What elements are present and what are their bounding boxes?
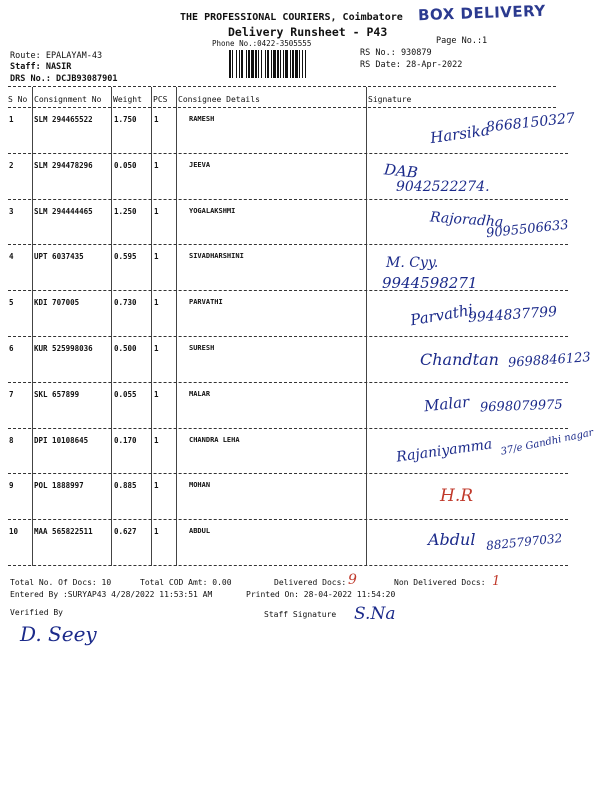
row-pcs: 1 xyxy=(154,389,159,399)
row-pcs: 1 xyxy=(154,298,159,308)
printed-on: Printed On: 28-04-2022 11:54:20 xyxy=(246,590,396,599)
row-consignment-no: KDI 707005 xyxy=(34,298,80,308)
row-signature-phone: 9095506633 xyxy=(485,217,570,241)
row-signature-phone: 9042522274. xyxy=(396,178,490,195)
row-consignee: ABDUL xyxy=(189,527,211,536)
row-consignment-no: SLM 294465522 xyxy=(34,115,93,124)
row-divider xyxy=(8,565,568,566)
row-signature-phone: 9698079975 xyxy=(479,397,563,416)
page-number: Page No.:1 xyxy=(436,36,488,46)
entered-by: Entered By :SURYAP43 4/28/2022 11:53:51 AM xyxy=(10,590,213,599)
row-consignment-no: MAA 565822511 xyxy=(34,527,93,537)
row-pcs: 1 xyxy=(154,481,159,491)
delivered-docs-value: 9 xyxy=(348,572,357,588)
row-consignment-no: UPT 6037435 xyxy=(34,252,84,262)
row-signature: H.R xyxy=(440,486,474,507)
row-consignment-no: DPI 10108645 xyxy=(34,435,89,445)
row-consignee: PARVATHI xyxy=(189,298,223,307)
table-row xyxy=(0,520,600,566)
phone-number: Phone No.:0422-3505555 xyxy=(212,39,312,48)
row-consignee: SIVADHARSHINI xyxy=(189,252,244,261)
row-signature-phone: 8825797032 xyxy=(485,531,563,554)
rs-number: RS No.: 930879 xyxy=(360,48,432,58)
row-pcs: 1 xyxy=(154,252,159,262)
row-consignee: MOHAN xyxy=(189,481,211,490)
row-sno: 1 xyxy=(9,115,14,124)
row-consignee: JEEVA xyxy=(189,160,211,169)
table-row xyxy=(0,291,600,337)
row-sno: 4 xyxy=(9,252,14,262)
table-row xyxy=(0,200,600,246)
row-signature: DAB xyxy=(383,160,419,182)
row-consignment-no: SLM 294478296 xyxy=(34,160,93,170)
col-header-consignment: Consignment No xyxy=(34,95,102,104)
route-label: Route: EPALAYAM-43 xyxy=(10,51,103,61)
row-pcs: 1 xyxy=(154,435,159,445)
rs-date: RS Date: 28-Apr-2022 xyxy=(360,60,463,70)
row-sno: 5 xyxy=(9,298,14,308)
col-header-signature: Signature xyxy=(368,95,412,104)
row-weight: 0.055 xyxy=(114,389,137,399)
total-docs: Total No. Of Docs: 10 xyxy=(10,578,112,587)
row-pcs: 1 xyxy=(154,206,159,216)
row-sno: 8 xyxy=(9,435,14,445)
row-consignee: SURESH xyxy=(189,344,215,352)
col-header-sno: S No xyxy=(8,95,28,104)
row-signature: Chandtan xyxy=(420,350,499,369)
row-weight: 1.750 xyxy=(114,115,137,124)
row-pcs: 1 xyxy=(154,344,159,353)
row-consignee: CHANDRA LEHA xyxy=(189,435,240,444)
divider-top xyxy=(8,86,556,87)
total-cod: Total COD Amt: 0.00 xyxy=(140,578,232,587)
row-weight: 0.730 xyxy=(114,298,137,308)
staff-signature-label: Staff Signature xyxy=(264,610,337,619)
row-weight: 0.885 xyxy=(114,481,137,491)
row-signature-phone: 9944837799 xyxy=(467,304,558,327)
staff-label: Staff: NASIR xyxy=(10,62,72,72)
row-sno: 3 xyxy=(9,206,14,216)
row-signature-phone: 9944598271 xyxy=(382,274,478,293)
row-signature: Parvathi xyxy=(408,300,475,330)
row-signature-phone: 37/e Gandhi nagar xyxy=(499,426,595,458)
col-header-consignee: Consignee Details xyxy=(178,95,260,104)
row-consignee: MALAR xyxy=(189,389,211,398)
box-delivery-stamp: BOX DELIVERY xyxy=(417,1,547,25)
col-header-weight: Weight xyxy=(113,95,142,104)
verifier-signature: D. Seey xyxy=(20,622,97,646)
row-consignee: YOGALAKSHMI xyxy=(189,206,236,215)
row-weight: 0.500 xyxy=(114,344,137,353)
row-sno: 7 xyxy=(9,389,14,399)
row-consignment-no: KUR 525998036 xyxy=(34,344,93,353)
table-row xyxy=(0,108,600,154)
verified-by-label: Verified By xyxy=(10,608,63,617)
row-consignee: RAMESH xyxy=(189,115,215,123)
table-row xyxy=(0,474,600,520)
row-sno: 9 xyxy=(9,481,14,491)
row-weight: 0.627 xyxy=(114,527,137,537)
row-weight: 1.250 xyxy=(114,206,137,216)
delivered-docs-label: Delivered Docs: xyxy=(274,578,347,587)
row-signature: Rajoradha xyxy=(429,209,504,231)
barcode-icon xyxy=(229,50,357,78)
row-consignment-no: SLM 294444465 xyxy=(34,206,93,216)
row-consignment-no: POL 1888997 xyxy=(34,481,84,491)
non-delivered-docs-value: 1 xyxy=(492,574,501,589)
row-weight: 0.170 xyxy=(114,435,137,445)
table-row xyxy=(0,383,600,429)
row-weight: 0.595 xyxy=(114,252,137,262)
drs-number: DRS No.: DCJB93087901 xyxy=(10,74,118,84)
row-sno: 2 xyxy=(9,160,14,170)
runsheet-title: Delivery Runsheet - P43 xyxy=(228,25,388,39)
col-header-pcs: PCS xyxy=(153,95,168,104)
row-sno: 6 xyxy=(9,344,14,353)
non-delivered-docs-label: Non Delivered Docs: xyxy=(394,578,486,587)
table-row xyxy=(0,245,600,291)
row-signature: Rajaniyamma xyxy=(395,435,494,466)
row-signature: Harsika xyxy=(429,120,491,148)
row-signature: Abdul xyxy=(428,530,476,550)
row-signature-phone: 8668150327 xyxy=(485,110,576,136)
table-row xyxy=(0,426,600,475)
company-name: THE PROFESSIONAL COURIERS, Coimbatore xyxy=(180,12,403,23)
row-weight: 0.050 xyxy=(114,160,137,170)
row-sno: 10 xyxy=(9,527,19,537)
table-row xyxy=(0,154,600,200)
staff-handwritten-signature: S.Na xyxy=(354,604,396,624)
table-row xyxy=(0,337,600,383)
row-consignment-no: SKL 657899 xyxy=(34,389,80,399)
row-pcs: 1 xyxy=(154,160,159,170)
row-signature: M. Cyy. xyxy=(386,255,439,272)
row-signature-phone: 9698846123 xyxy=(507,350,592,371)
row-signature: Malar xyxy=(423,392,471,416)
row-pcs: 1 xyxy=(154,115,159,124)
row-pcs: 1 xyxy=(154,527,159,537)
